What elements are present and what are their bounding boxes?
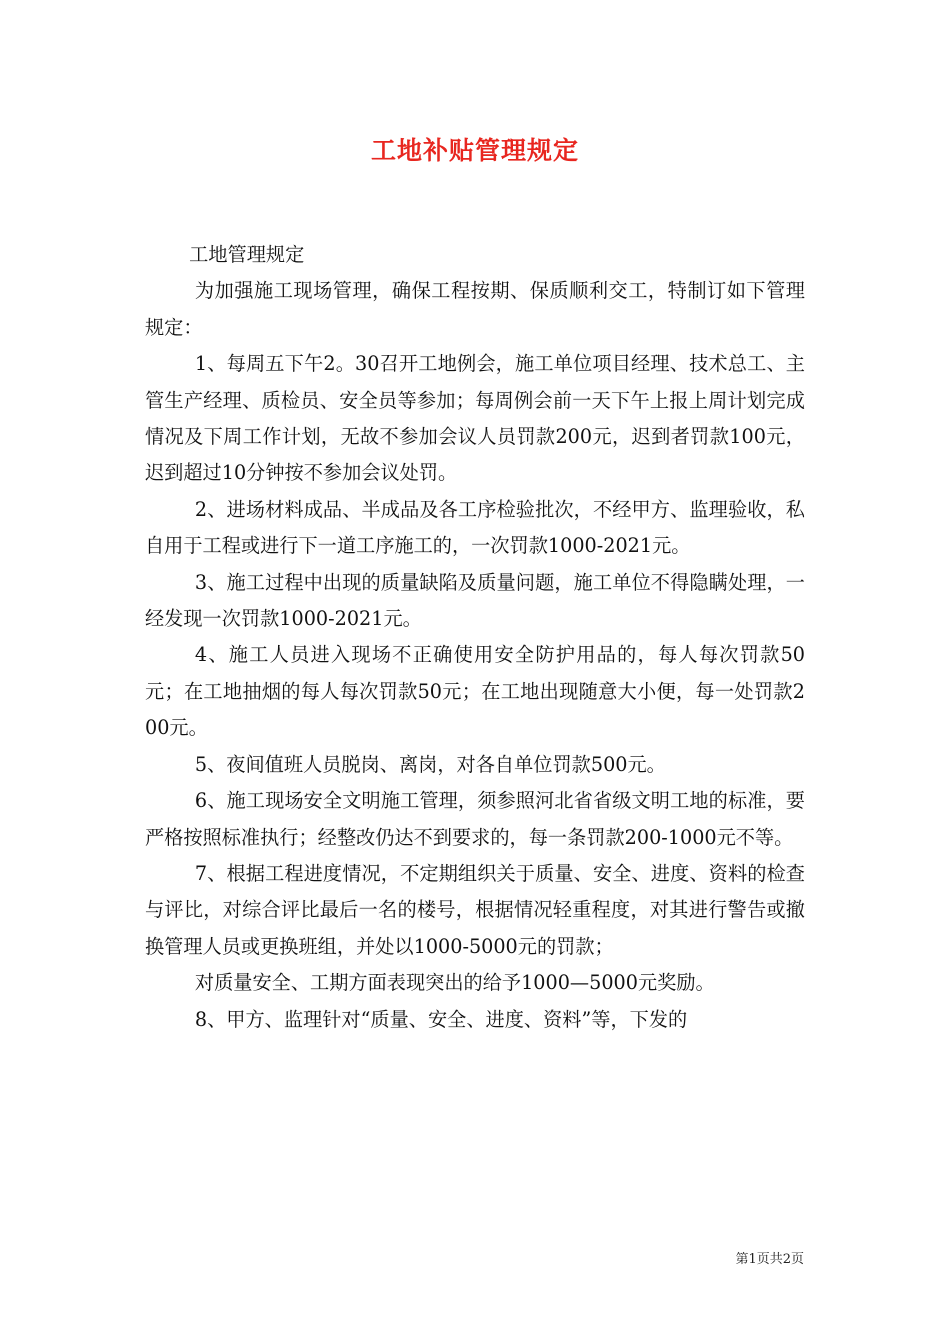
section-heading: 工地管理规定	[189, 243, 305, 266]
rule-8-paragraph: 8、甲方、监理针对“质量、安全、进度、资料”等，下发的	[194, 1007, 688, 1031]
document-body	[145, 237, 805, 1038]
document-title: 工地补贴管理规定	[370, 136, 579, 165]
rule-2-paragraph: 2、进场材料成品、半成品及各工序检验批次，不经甲方、监理验收，私自用于工程或进行下一道工序施工的，一次罚款1000-2021元。	[145, 497, 805, 558]
rule-6-paragraph: 6、施工现场安全文明施工管理，须参照河北省省级文明工地的标准，要严格按照标准执行；经整改仍达不到要求的，每一条罚款200-1000元不等。	[145, 789, 805, 849]
rule-7-paragraph: 7、根据工程进度情况，不定期组织关于质量、安全、进度、资料的检查与评比，对综合评比最后一名的楼号，根据情况轻重程度，对其进行警告或撤换管理人员或更换班组，并处以1000-5000元的罚款；	[145, 861, 805, 958]
rule-4-paragraph: 4、施工人员进入现场不正确使用安全防护用品的，每人每次罚款50元；在工地抽烟的每人每次罚款50元；在工地出现随意大小便，每一处罚款200元。	[145, 643, 805, 740]
page-number: 第1页共2页	[735, 1252, 804, 1267]
rule-5-paragraph: 5、夜间值班人员脱岗、离岗，对各自单位罚款500元。	[194, 752, 666, 776]
rule-3-paragraph: 3、施工过程中出现的质量缺陷及质量问题，施工单位不得隐瞒处理，一经发现一次罚款1000-2021元。	[145, 570, 805, 631]
rule-1-paragraph: 1、每周五下午2。30召开工地例会，施工单位项目经理、技术总工、主管生产经理、质检员、安全员等参加；每周例会前一天下午上报上周计划完成情况及下周工作计划，无故不参加会议人员罚款200元，迟到者罚款100元，迟到超过10分钟按不参加会议处罚。	[145, 352, 805, 485]
intro-paragraph: 为加强施工现场管理，确保工程按期、保质顺利交工，特制订如下管理规定：	[145, 279, 805, 339]
reward-paragraph: 对质量安全、工期方面表现突出的给予1000—5000元奖励。	[194, 971, 715, 995]
